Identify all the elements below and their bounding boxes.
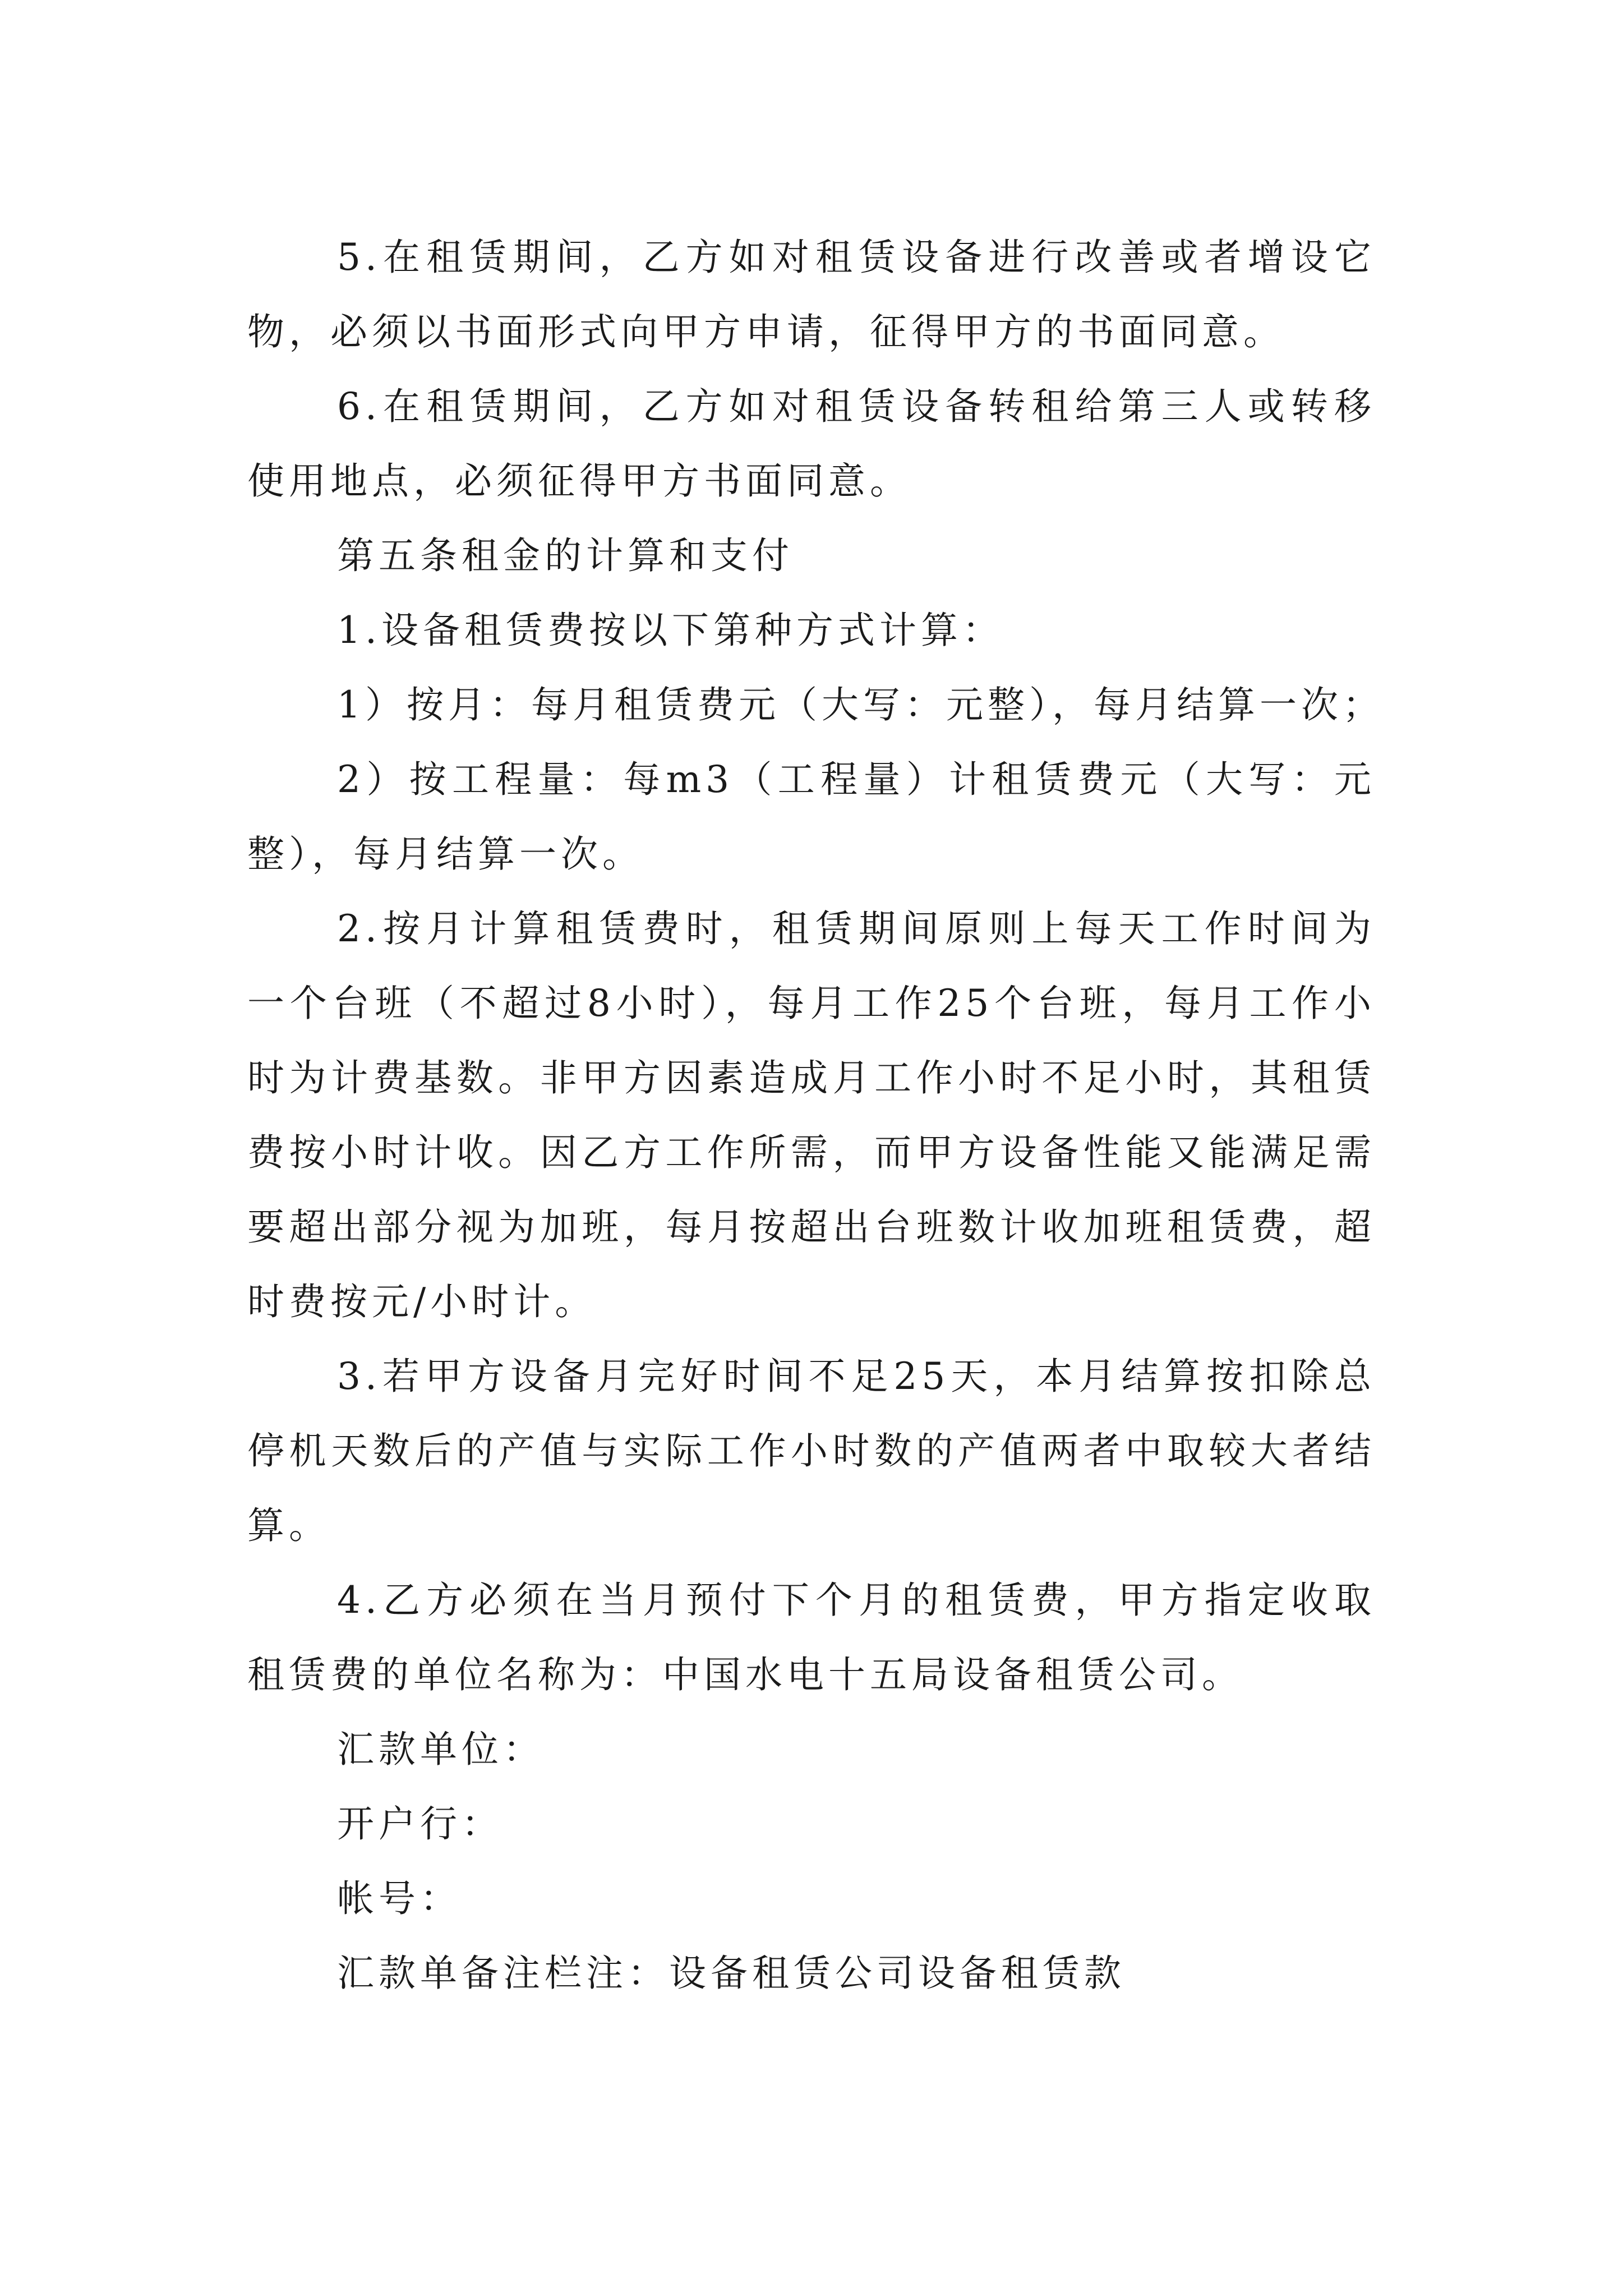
remittance-unit-line: 汇款单位：: [337, 1728, 545, 1771]
paragraph-item-2: 2.按月计算租赁费时，租赁期间原则上每天工作时间为一个台班（不超过8小时），每月工作25个台班，每月工作小时为计费基数。非甲方因素造成月工作小时不足小时，其租赁费按小时计收。因乙方工作所需，而甲方设备性能又能满足需要超出部分视为加班，每月按超出台班数计收加班租赁费，超时费按元/小时计。: [247, 907, 1376, 1323]
paragraph-item-4: 4.乙方必须在当月预付下个月的租赁费，甲方指定收取租赁费的单位名称为：中国水电十五局设备租赁公司。: [247, 1579, 1376, 1696]
document-page: [247, 220, 1384, 2010]
section-heading-article-5: 第五条租金的计算和支付: [337, 534, 794, 577]
paragraph-option-quantity: 2）按工程量：每m3（工程量）计租赁费元（大写：元整），每月结算一次。: [247, 758, 1376, 876]
paragraph-item-1: 1.设备租赁费按以下第种方式计算：: [337, 609, 1004, 652]
bank-line: 开户行：: [337, 1802, 503, 1846]
account-number-line: 帐号：: [337, 1877, 462, 1920]
paragraph-clause-5: 5.在租赁期间，乙方如对租赁设备进行改善或者增设它物，必须以书面形式向甲方申请，征得甲方的书面同意。: [247, 236, 1376, 353]
paragraph-option-monthly: 1）按月：每月租赁费元（大写：元整），每月结算一次；: [337, 683, 1384, 726]
paragraph-item-3: 3.若甲方设备月完好时间不足25天，本月结算按扣除总停机天数后的产值与实际工作小时数的产值两者中取较大者结算。: [247, 1355, 1376, 1547]
paragraph-clause-6: 6.在租赁期间，乙方如对租赁设备转租给第三人或转移使用地点，必须征得甲方书面同意。: [247, 385, 1376, 503]
remittance-note-line: 汇款单备注栏注：设备租赁公司设备租赁款: [337, 1952, 1126, 1995]
